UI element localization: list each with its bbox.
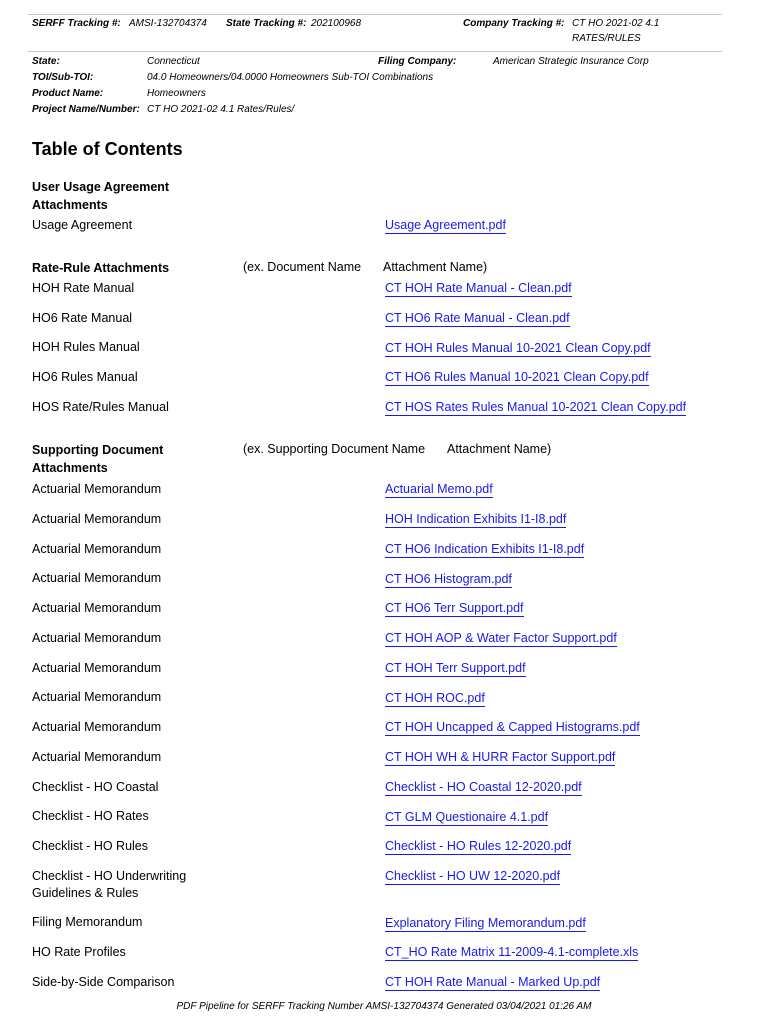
- tracking-header: [28, 14, 722, 52]
- attachment-link[interactable]: CT HOH Rate Manual - Marked Up.pdf: [385, 975, 601, 989]
- attachment-link[interactable]: Explanatory Filing Memorandum.pdf: [385, 916, 586, 930]
- serff-tracking-label: SERFF Tracking #:: [32, 18, 121, 29]
- attachment-link[interactable]: CT HOH WH & HURR Factor Support.pdf: [385, 750, 616, 764]
- state-tracking-label: State Tracking #:: [226, 18, 307, 29]
- document-label: Filing Memorandum: [32, 915, 143, 929]
- attachment-link[interactable]: CT HO6 Rules Manual 10-2021 Clean Copy.pdf: [385, 370, 649, 384]
- attachment-link[interactable]: CT HO6 Terr Support.pdf: [385, 601, 524, 615]
- document-label: Checklist - HO Coastal: [32, 780, 159, 794]
- document-label: HO Rate Profiles: [32, 945, 126, 959]
- document-label: Actuarial Memorandum: [32, 661, 162, 675]
- attachment-link[interactable]: CT HOH ROC.pdf: [385, 691, 485, 705]
- attachment-link[interactable]: Checklist - HO Coastal 12-2020.pdf: [385, 780, 582, 794]
- document-label: Actuarial Memorandum: [32, 720, 162, 734]
- toc-title: Table of Contents: [32, 139, 183, 159]
- company-tracking-value-line1: CT HO 2021-02 4.1: [572, 18, 660, 29]
- attachment-link[interactable]: CT HOH Terr Support.pdf: [385, 661, 526, 675]
- attachment-link[interactable]: Usage Agreement.pdf: [385, 218, 506, 232]
- attachment-link[interactable]: CT HOH Rules Manual 10-2021 Clean Copy.pdf: [385, 341, 651, 355]
- project-label: Project Name/Number:: [32, 104, 140, 115]
- attachment-link[interactable]: HOH Indication Exhibits I1-I8.pdf: [385, 512, 567, 526]
- document-label: Actuarial Memorandum: [32, 542, 162, 556]
- section-title-line2: Attachments: [32, 461, 108, 475]
- product-name-value: Homeowners: [147, 88, 206, 99]
- filing-company-value: American Strategic Insurance Corp: [493, 56, 649, 67]
- filing-company-label: Filing Company:: [378, 56, 457, 67]
- document-label: Actuarial Memorandum: [32, 512, 162, 526]
- document-label: Checklist - HO Underwriting: [32, 869, 187, 883]
- attachment-link[interactable]: CT HOH AOP & Water Factor Support.pdf: [385, 631, 617, 645]
- attachment-link[interactable]: CT HOS Rates Rules Manual 10-2021 Clean Copy.pdf: [385, 400, 687, 414]
- state-label: State:: [32, 56, 60, 67]
- product-name-label: Product Name:: [32, 88, 104, 99]
- section-title: Rate-Rule Attachments: [32, 261, 170, 275]
- project-value: CT HO 2021-02 4.1 Rates/Rules/: [147, 104, 295, 115]
- column-header-document-name: (ex. Supporting Document Name: [243, 442, 426, 456]
- company-tracking-value-line2: RATES/RULES: [572, 33, 641, 44]
- document-label: Actuarial Memorandum: [32, 601, 162, 615]
- document-label-line2: Guidelines & Rules: [32, 886, 139, 900]
- section-title-line1: User Usage Agreement: [32, 180, 170, 194]
- state-value: Connecticut: [147, 56, 200, 67]
- document-label: Actuarial Memorandum: [32, 631, 162, 645]
- document-label: Side-by-Side Comparison: [32, 975, 175, 989]
- attachment-link[interactable]: Checklist - HO UW 12-2020.pdf: [385, 869, 561, 883]
- document-label: HOH Rate Manual: [32, 281, 135, 295]
- column-header-attachment-name: Attachment Name): [447, 442, 552, 456]
- document-label: HOS Rate/Rules Manual: [32, 400, 169, 414]
- company-tracking-label: Company Tracking #:: [463, 18, 565, 29]
- document-label: Actuarial Memorandum: [32, 690, 162, 704]
- attachment-link[interactable]: CT GLM Questionaire 4.1.pdf: [385, 810, 549, 824]
- document-label: Checklist - HO Rates: [32, 809, 149, 823]
- document-label: Actuarial Memorandum: [32, 750, 162, 764]
- column-header-document-name: (ex. Document Name: [243, 260, 362, 274]
- section-title-line2: Attachments: [32, 198, 108, 212]
- toi-label: TOI/Sub-TOI:: [32, 72, 94, 83]
- document-label: HOH Rules Manual: [32, 340, 140, 354]
- attachment-link[interactable]: CT_HO Rate Matrix 11-2009-4.1-complete.xls: [385, 945, 639, 959]
- document-label: HO6 Rules Manual: [32, 370, 138, 384]
- attachment-link[interactable]: CT HOH Uncapped & Capped Histograms.pdf: [385, 720, 640, 734]
- page-footer: PDF Pipeline for SERFF Tracking Number AMSI-132704374 Generated 03/04/2021 01:26 AM: [176, 1001, 592, 1012]
- document-label: Actuarial Memorandum: [32, 482, 162, 496]
- attachment-link[interactable]: Checklist - HO Rules 12-2020.pdf: [385, 839, 572, 853]
- serff-tracking-value: AMSI-132704374: [129, 18, 207, 29]
- attachment-link[interactable]: Actuarial Memo.pdf: [385, 482, 493, 496]
- document-label: Actuarial Memorandum: [32, 571, 162, 585]
- section-title-line1: Supporting Document: [32, 443, 164, 457]
- attachment-link[interactable]: CT HO6 Histogram.pdf: [385, 572, 512, 586]
- document-label: HO6 Rate Manual: [32, 311, 133, 325]
- attachment-link[interactable]: CT HO6 Rate Manual - Clean.pdf: [385, 311, 570, 325]
- state-tracking-value: 202100968: [311, 18, 362, 29]
- column-header-attachment-name: Attachment Name): [383, 260, 488, 274]
- attachment-link[interactable]: CT HO6 Indication Exhibits I1-I8.pdf: [385, 542, 585, 556]
- document-label: Usage Agreement: [32, 218, 133, 232]
- toi-value: 04.0 Homeowners/04.0000 Homeowners Sub-TOI Combinations: [147, 72, 434, 83]
- document-label: Checklist - HO Rules: [32, 839, 148, 853]
- attachment-link[interactable]: CT HOH Rate Manual - Clean.pdf: [385, 281, 572, 295]
